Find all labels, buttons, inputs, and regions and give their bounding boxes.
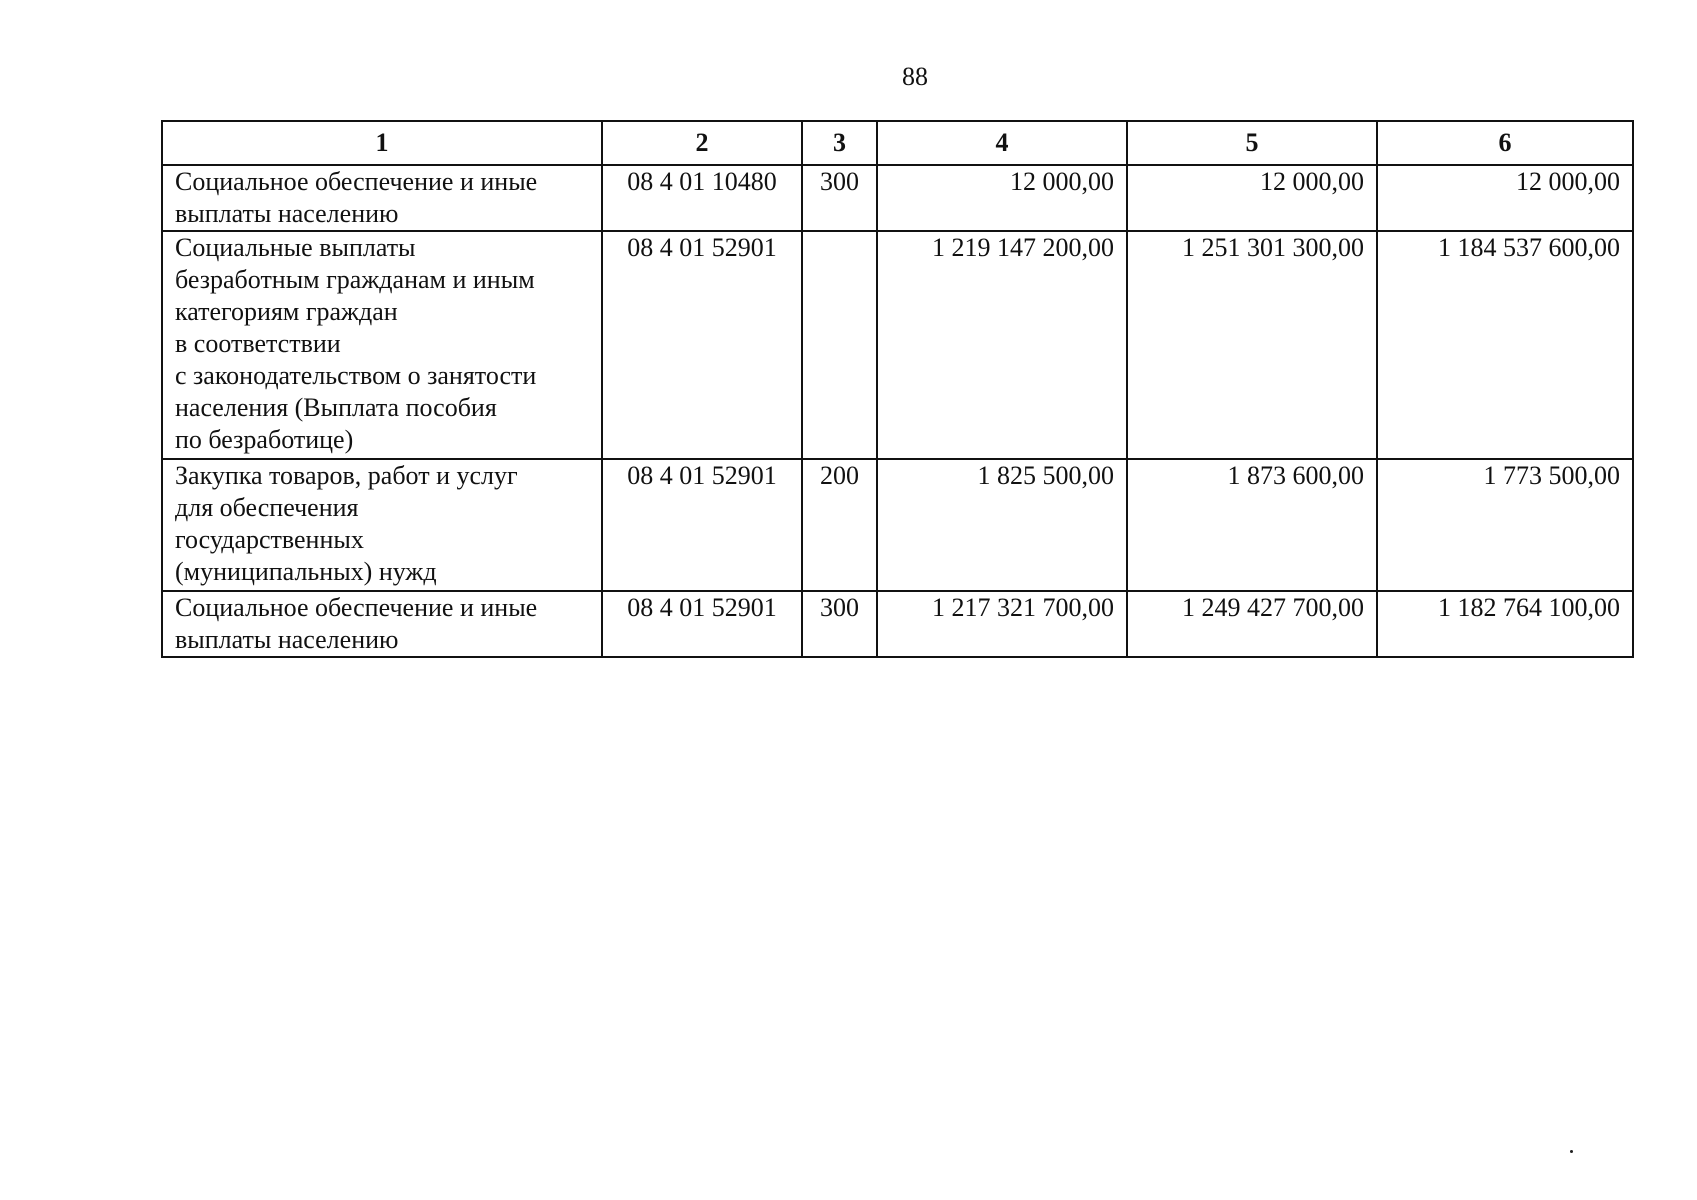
- row-name-cell: [162, 231, 602, 459]
- row-value-col5: 12 000,00: [1127, 165, 1377, 231]
- table-row: [162, 165, 1633, 231]
- row-code-cell: 08 4 01 52901: [602, 459, 802, 591]
- column-header-2: 2: [602, 121, 802, 165]
- scan-speck: [1570, 1150, 1573, 1153]
- page-number: 88: [902, 62, 928, 91]
- row-kind-cell: [802, 231, 877, 459]
- row-value-col4: 1 219 147 200,00: [877, 231, 1127, 459]
- name-line: Социальное обеспечение и иные: [175, 593, 538, 622]
- name-line: Закупка товаров, работ и услуг: [175, 461, 518, 490]
- row-value-col4: 12 000,00: [877, 165, 1127, 231]
- column-header-1: 1: [162, 121, 602, 165]
- table-row: [162, 591, 1633, 657]
- name-line: безработным гражданам и иным: [175, 265, 535, 294]
- row-kind-cell: 300: [802, 591, 877, 657]
- name-line: в соответствии: [175, 329, 341, 358]
- row-name-cell: [162, 459, 602, 591]
- row-value-col5: 1 249 427 700,00: [1127, 591, 1377, 657]
- row-code-cell: 08 4 01 52901: [602, 591, 802, 657]
- column-header-5: 5: [1127, 121, 1377, 165]
- row-value-col6: 12 000,00: [1377, 165, 1633, 231]
- budget-table: [161, 120, 1634, 658]
- name-line: с законодательством о занятости: [175, 361, 537, 390]
- name-line: Социальные выплаты: [175, 233, 416, 262]
- row-value-col6: 1 182 764 100,00: [1377, 591, 1633, 657]
- row-value-col4: 1 217 321 700,00: [877, 591, 1127, 657]
- header-row: [162, 121, 1633, 165]
- name-line: (муниципальных) нужд: [175, 557, 437, 586]
- row-value-col6: 1 184 537 600,00: [1377, 231, 1633, 459]
- row-name-cell: [162, 591, 602, 657]
- name-line: населения (Выплата пособия: [175, 393, 497, 422]
- name-line: Социальное обеспечение и иные: [175, 167, 538, 196]
- row-code-cell: 08 4 01 52901: [602, 231, 802, 459]
- row-value-col4: 1 825 500,00: [877, 459, 1127, 591]
- row-value-col5: 1 251 301 300,00: [1127, 231, 1377, 459]
- name-line: по безработице): [175, 425, 354, 454]
- row-kind-cell: 200: [802, 459, 877, 591]
- column-header-3: 3: [802, 121, 877, 165]
- name-line: выплаты населению: [175, 625, 399, 654]
- row-value-col6: 1 773 500,00: [1377, 459, 1633, 591]
- row-code-cell: 08 4 01 10480: [602, 165, 802, 231]
- name-line: выплаты населению: [175, 199, 399, 228]
- row-kind-cell: 300: [802, 165, 877, 231]
- row-name-cell: [162, 165, 602, 231]
- name-line: категориям граждан: [175, 297, 398, 326]
- column-header-4: 4: [877, 121, 1127, 165]
- column-header-6: 6: [1377, 121, 1633, 165]
- name-line: для обеспечения: [175, 493, 359, 522]
- table-row: [162, 459, 1633, 591]
- name-line: государственных: [175, 525, 364, 554]
- table-row: [162, 231, 1633, 459]
- row-value-col5: 1 873 600,00: [1127, 459, 1377, 591]
